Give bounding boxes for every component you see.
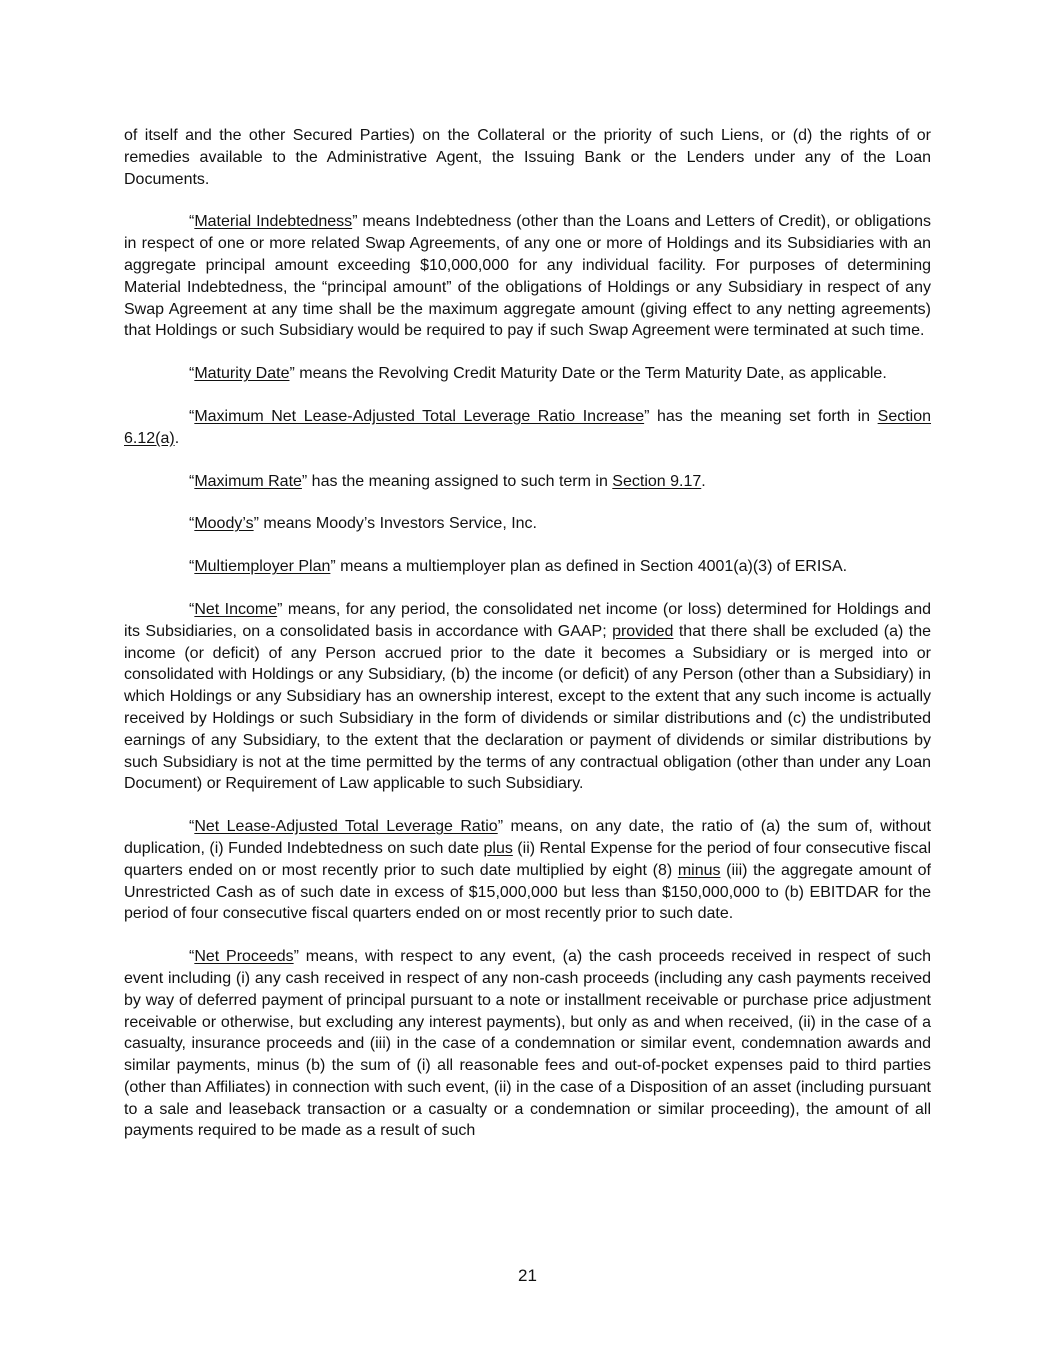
definition-maximum-net-lease-ratio-increase: [124, 406, 931, 450]
definition-maturity-date: [124, 363, 931, 385]
page-number: 21: [518, 1266, 537, 1285]
definition-maximum-rate: [124, 471, 931, 493]
paragraph-text: “: [189, 558, 195, 576]
defined-term: Material Indebtedness: [194, 213, 353, 231]
paragraph-text: ” means, on any date, the ratio of (a) the sum of, without duplication, (i) Funded Indebtedness on such date: [124, 818, 931, 857]
paragraph-text: “: [189, 213, 195, 231]
paragraph-text: of itself and the other Secured Parties) on the Collateral or the priority of such Liens, or (d) the rights of or remedies available to the Administrative Agent, the Issuing Bank or the Lenders under any of the Loan Documents.: [124, 127, 931, 188]
section-reference: Section 9.17: [612, 472, 702, 490]
paragraph-text: (iii) the aggregate amount of Unrestricted Cash as of such date in excess of $15,000,000 but less than $150,000,000 to (b) EBITDAR for the period of four consecutive fiscal quarters ended on or most recently prior to such date.: [124, 861, 932, 923]
defined-term: Net Income: [194, 600, 278, 618]
paragraph-text: “: [189, 472, 195, 490]
definition-multiemployer-plan: [124, 556, 931, 578]
definition-material-indebtedness: [124, 211, 931, 342]
paragraph-text: ” means Indebtedness (other than the Loans and Letters of Credit), or obligations in respect of one or more related Swap Agreements, of any one or more of Holdings and its Subsidiaries with an aggregate principal amount exceeding $10,000,000 for any individual facility. For purposes of determining Material Indebtedness, the “principal amount” of the obligations of Holdings or any Subsidiary in respect of any Swap Agreement at any time shall be the maximum aggregate amount (giving effect to any netting agreements) that Holdings or such Subsidiary would be required to pay if such Swap Agreement were terminated at such time.: [124, 213, 931, 340]
emphasized-term: plus: [483, 839, 513, 857]
defined-term: Maximum Rate: [194, 472, 302, 490]
paragraph-text: ” means, for any period, the consolidated net income (or loss) determined for Holdings and its Subsidiaries, on a consolidated basis in accordance with GAAP;: [124, 600, 931, 640]
defined-term: Multiemployer Plan: [194, 558, 331, 576]
paragraph-text: (ii) Rental Expense for the period of four consecutive fiscal quarters ended on or most recently prior to such date multiplied by eight (8): [124, 839, 932, 879]
paragraph-text: “: [189, 365, 195, 383]
section-reference: Section 6.12(a): [124, 407, 932, 447]
paragraph-text: “: [189, 407, 195, 425]
paragraph-text: ” means Moody’s Investors Service, Inc.: [253, 515, 537, 533]
emphasized-term: provided: [612, 622, 674, 640]
paragraph-text: “: [189, 515, 195, 533]
paragraph-text: “: [189, 818, 195, 836]
definition-net-lease-adjusted-ratio: [124, 816, 931, 925]
paragraph-text: ” means the Revolving Credit Maturity Date or the Term Maturity Date, as applicable.: [289, 365, 887, 383]
definition-net-income: [124, 599, 931, 795]
paragraph-continuation: [124, 125, 931, 190]
paragraph-text: ” means a multiemployer plan as defined in Section 4001(a)(3) of ERISA.: [330, 558, 848, 576]
definition-net-proceeds: [124, 946, 931, 1142]
paragraph-text: ” has the meaning set forth in: [644, 407, 878, 425]
defined-term: Moody’s: [194, 515, 254, 533]
paragraph-text: “: [189, 600, 195, 618]
defined-term: Maximum Net Lease-Adjusted Total Leverage Ratio Increase: [194, 407, 645, 425]
emphasized-term: minus: [677, 861, 721, 879]
defined-term: Maturity Date: [194, 365, 290, 383]
paragraph-text: “: [189, 948, 195, 966]
paragraph-text: .: [701, 472, 706, 490]
document-body: [124, 125, 931, 1163]
paragraph-text: ” has the meaning assigned to such term in: [301, 472, 613, 490]
paragraph-text: that there shall be excluded (a) the income (or deficit) of any Person accrued prior to the date it becomes a Subsidiary or is merged into or consolidated with Holdings or any Subsidiary, (b) the income (or deficit) of any Person (other than a Subsidiary) in which Holdings or any Subsidiary has an ownership interest, except to the extent that any such income is actually received by Holdings or such Subsidiary in the form of dividends or similar distributions and (c) the undistributed earnings of any Subsidiary, to the extent that the declaration or payment of dividends or similar distributions by such Subsidiary is not at the time permitted by the terms of any contractual obligation (other than under any Loan Document) or Requirement of Law applicable to such Subsidiary.: [124, 622, 931, 793]
paragraph-text: ” means, with respect to any event, (a) the cash proceeds received in respect of such event including (i) any cash received in respect of any non-cash proceeds (including any cash payments received by way of deferred payment of principal pursuant to a note or installment receivable or purchase price adjustment receivable or otherwise, but excluding any interest payments), but only as and when received, (ii) in the case of a casualty, insurance proceeds and (iii) in the case of a condemnation or similar event, condemnation awards and similar payments, minus (b) the sum of (i) all reasonable fees and out-of-pocket expenses paid to third parties (other than Affiliates) in connection with such event, (ii) in the case of a Disposition of an asset (including pursuant to a sale and leaseback transaction or a casualty or a condemnation or similar proceeding), the amount of all payments required to be made as a result of such: [124, 948, 932, 1140]
defined-term: Net Proceeds: [194, 948, 294, 966]
definition-moodys: [124, 513, 931, 535]
defined-term: Net Lease-Adjusted Total Leverage Ratio: [194, 818, 498, 836]
paragraph-text: .: [174, 429, 180, 447]
